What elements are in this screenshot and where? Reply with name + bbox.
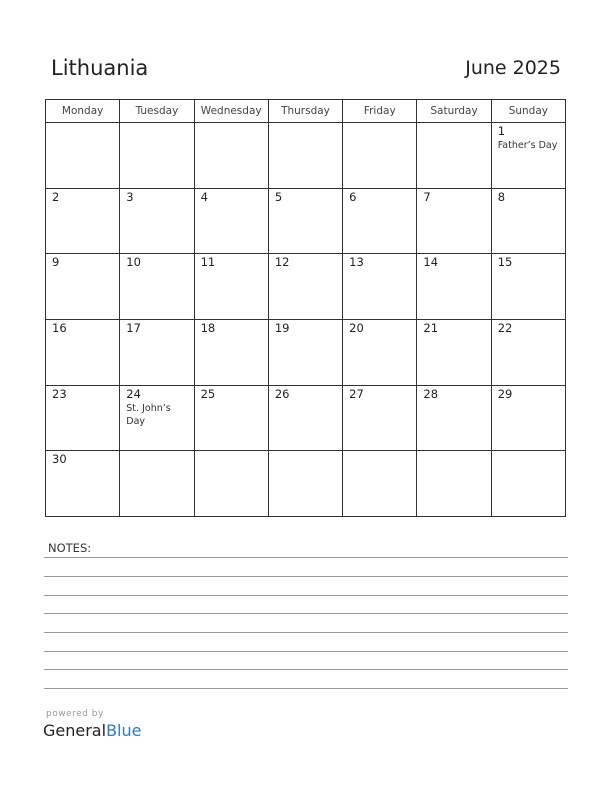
note-line	[44, 576, 568, 577]
day-cell	[120, 123, 194, 189]
day-cell	[343, 188, 417, 254]
day-cell	[120, 319, 194, 385]
day-cell	[120, 254, 194, 320]
day-number: 29	[497, 386, 513, 401]
day-cell	[343, 451, 417, 517]
day-cell	[491, 254, 565, 320]
day-number: 8	[497, 189, 506, 204]
week-row	[46, 254, 566, 320]
day-number: 14	[423, 255, 439, 270]
day-cell	[194, 188, 268, 254]
day-cell	[491, 123, 565, 189]
day-number: 3	[126, 189, 134, 204]
day-number: 18	[200, 320, 216, 335]
day-number: 26	[274, 386, 290, 401]
calendar-body	[46, 123, 566, 517]
day-number: 15	[497, 255, 513, 270]
day-cell	[268, 451, 342, 517]
day-cell	[417, 451, 491, 517]
notes-label: NOTES:	[48, 541, 92, 555]
day-number: 30	[52, 452, 67, 467]
day-cell	[343, 123, 417, 189]
day-cell	[343, 385, 417, 451]
weekday-saturday: Saturday	[417, 100, 491, 123]
weekday-header-row	[46, 100, 566, 123]
generalblue-logo[interactable]	[43, 721, 141, 740]
week-row	[46, 123, 566, 189]
day-number: 2	[52, 189, 60, 204]
day-cell	[268, 123, 342, 189]
day-number: 25	[200, 386, 216, 401]
note-line	[44, 688, 568, 689]
day-cell	[343, 319, 417, 385]
day-cell	[268, 188, 342, 254]
day-cell	[194, 451, 268, 517]
brand-blue-text: Blue	[106, 721, 142, 740]
day-cell	[268, 385, 342, 451]
day-number: 21	[423, 320, 439, 335]
day-cell	[491, 188, 565, 254]
holiday-label: Father’s Day	[497, 140, 558, 151]
day-cell	[194, 319, 268, 385]
day-number: 13	[349, 255, 364, 270]
day-cell	[417, 123, 491, 189]
day-number: 5	[274, 189, 283, 204]
week-row	[46, 385, 566, 451]
day-cell	[194, 123, 268, 189]
day-cell	[194, 385, 268, 451]
day-number: 6	[349, 189, 357, 204]
weekday-sunday: Sunday	[491, 100, 565, 123]
week-row	[46, 451, 566, 517]
holiday-label: St. John’s Day	[126, 402, 171, 427]
day-cell	[491, 385, 565, 451]
note-line	[44, 557, 568, 558]
day-cell	[417, 385, 491, 451]
note-line	[44, 595, 568, 596]
month-title: June 2025	[465, 57, 561, 79]
day-number: 11	[200, 255, 216, 270]
day-cell	[120, 451, 194, 517]
brand-general-text: General	[43, 721, 107, 740]
day-number: 22	[497, 320, 513, 335]
note-line	[44, 632, 568, 633]
day-number: 12	[274, 255, 290, 270]
day-cell	[268, 254, 342, 320]
day-cell	[46, 451, 120, 517]
day-number: 19	[274, 320, 290, 335]
day-number: 9	[52, 255, 60, 270]
day-cell	[46, 188, 120, 254]
day-number: 1	[497, 124, 506, 138]
day-cell	[120, 385, 194, 451]
day-number: 20	[349, 320, 364, 335]
day-number: 4	[200, 189, 208, 204]
weekday-wednesday: Wednesday	[194, 100, 268, 123]
day-cell	[417, 319, 491, 385]
day-cell	[417, 254, 491, 320]
week-row	[46, 319, 566, 385]
country-title: Lithuania	[51, 56, 149, 80]
day-cell	[417, 188, 491, 254]
day-cell	[343, 254, 417, 320]
day-number: 28	[423, 386, 439, 401]
day-cell	[46, 319, 120, 385]
day-cell	[194, 254, 268, 320]
day-cell	[491, 319, 565, 385]
note-line	[44, 669, 568, 670]
weekday-thursday: Thursday	[268, 100, 342, 123]
week-row	[46, 188, 566, 254]
note-line	[44, 613, 568, 614]
day-cell	[491, 451, 565, 517]
note-line	[44, 651, 568, 652]
day-number: 17	[126, 320, 141, 335]
day-cell	[46, 123, 120, 189]
day-number: 10	[126, 255, 141, 270]
weekday-friday: Friday	[343, 100, 417, 123]
day-number: 7	[423, 189, 431, 204]
day-number: 24	[126, 386, 141, 401]
day-cell	[120, 188, 194, 254]
day-number: 27	[349, 386, 364, 401]
weekday-monday: Monday	[46, 100, 120, 123]
day-number: 23	[52, 386, 67, 401]
day-number: 16	[52, 320, 67, 335]
day-cell	[46, 385, 120, 451]
powered-by-text: powered by	[46, 709, 104, 719]
calendar-grid	[45, 99, 566, 517]
day-cell	[46, 254, 120, 320]
weekday-tuesday: Tuesday	[120, 100, 194, 123]
day-cell	[268, 319, 342, 385]
